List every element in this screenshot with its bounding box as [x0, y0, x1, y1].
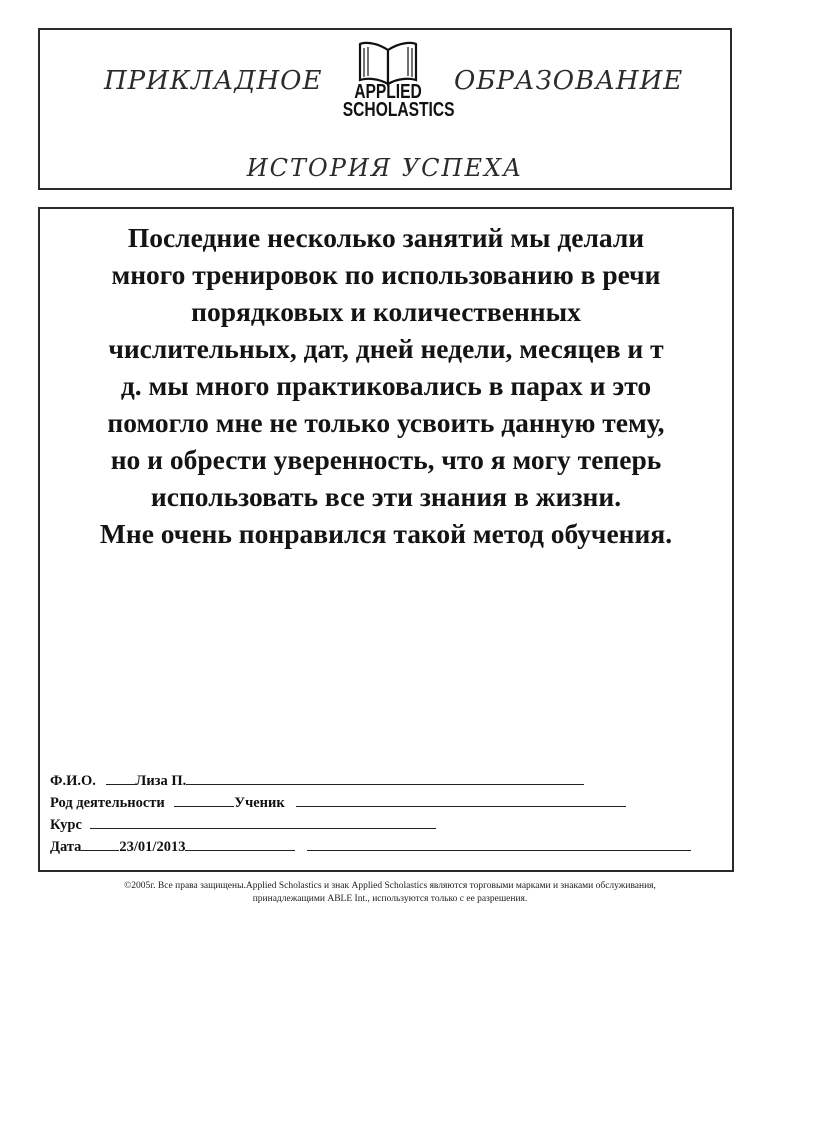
logo-text-applied: APPLIED: [354, 81, 422, 103]
story-line: Мне очень понравился такой метод обучения.: [99, 518, 673, 549]
story-line: помогло мне не только усвоить данную тему,: [107, 407, 665, 438]
course-label: Курс: [50, 817, 82, 833]
copyright-line-2: принадлежащими ABLE Int., используются только с ее разрешения.: [252, 894, 528, 904]
copyright-footer: [40, 880, 740, 906]
copyright-line-1: ©2005г. Все права защищены.Applied Scholastics и знак Applied Scholastics являются торговыми марками и знаками обслуживания,: [124, 881, 656, 891]
course-field-row: [50, 813, 691, 835]
applied-scholastics-logo: [330, 40, 455, 130]
story-line: но и обрести уверенность, что я могу теперь: [110, 444, 662, 475]
signature-fields: [50, 769, 691, 857]
name-line-pre: [106, 769, 136, 785]
date-value[interactable]: 23/01/2013: [119, 839, 186, 855]
header-right-title: ОБРАЗОВАНИЕ: [454, 66, 684, 96]
success-story-text: [60, 219, 712, 552]
date-line-pre: [81, 835, 119, 851]
story-line: числительных, дат, дней недели, месяцев и т: [108, 333, 664, 364]
occupation-line: [296, 791, 626, 807]
story-line: порядковых и количественных: [191, 296, 581, 327]
header-box: [38, 28, 732, 190]
story-line: много тренировок по использованию в речи: [111, 259, 661, 290]
story-box: [38, 207, 734, 872]
header-left-title: ПРИКЛАДНОЕ: [104, 66, 323, 96]
signature-line[interactable]: [307, 835, 691, 851]
occupation-line-pre: [174, 791, 234, 807]
logo-text-scholastics: SCHOLASTICS: [342, 99, 455, 121]
date-label: Дата: [50, 839, 82, 855]
course-line[interactable]: [90, 813, 436, 829]
occupation-label: Род деятельности: [50, 795, 165, 811]
name-label: Ф.И.О.: [50, 773, 96, 789]
story-line: д. мы много практиковались в парах и это: [120, 370, 652, 401]
date-field-row: [50, 835, 691, 857]
story-line: Последние несколько занятий мы делали: [127, 222, 645, 253]
story-line: использовать все эти знания в жизни.: [150, 481, 622, 512]
occupation-value[interactable]: Ученик: [234, 795, 285, 811]
header-subtitle: ИСТОРИЯ УСПЕХА: [246, 154, 524, 182]
name-value[interactable]: Лиза П.: [135, 773, 187, 789]
name-field-row: [50, 769, 691, 791]
name-line: [186, 769, 584, 785]
date-line: [185, 835, 295, 851]
occupation-field-row: [50, 791, 691, 813]
